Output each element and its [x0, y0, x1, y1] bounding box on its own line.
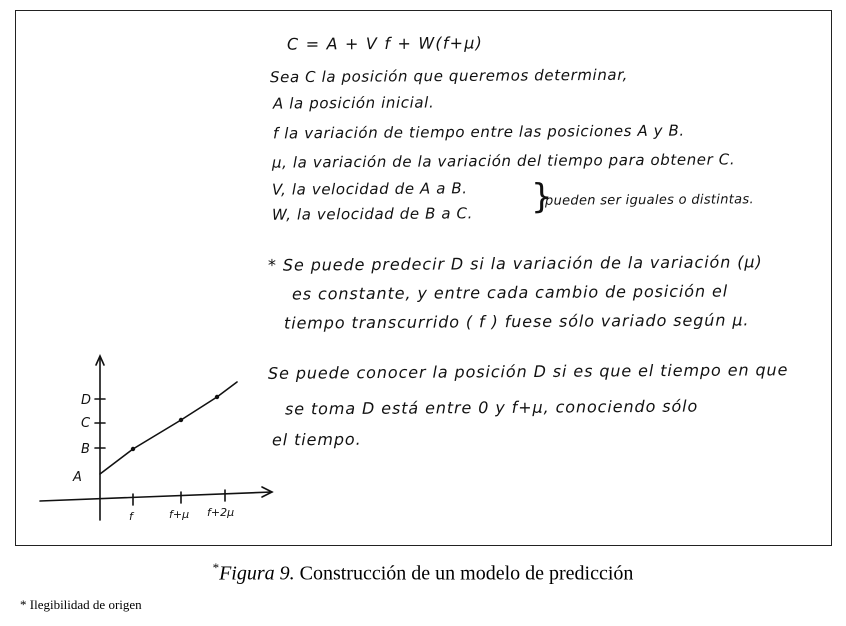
text-line-4: μ, la variación de la variación del tiempo para obtener C. [271, 150, 736, 172]
y-label-a: A [73, 470, 82, 485]
brace: } [531, 177, 553, 217]
star-line-3: tiempo transcurrido ( f ) fuese sólo variado según μ. [283, 310, 750, 333]
brace-note: pueden ser iguales o distintas. [544, 192, 754, 209]
text-line-2: A la posición inicial. [272, 93, 435, 113]
text-line-6: W, la velocidad de B a C. [271, 204, 473, 224]
point-b [131, 447, 135, 451]
text-line-3: f la variación de tiempo entre las posiciones A y B. [272, 121, 685, 143]
text-line-1: Sea C la posición que queremos determinar, [269, 65, 629, 87]
x-label-f-mu: f+μ [169, 508, 190, 521]
known-line-1: Se puede conocer la posición D si es que el tiempo en que [267, 360, 789, 383]
known-line-3: el tiempo. [271, 429, 362, 450]
point-c [179, 418, 183, 422]
formula: C = A + V f + W(f+μ) [286, 33, 484, 54]
x-axis [40, 492, 272, 501]
y-label-d: D [81, 393, 92, 408]
y-label-b: B [81, 442, 90, 457]
star-line-2: es constante, y entre cada cambio de posición el [291, 281, 729, 304]
y-label-c: C [81, 416, 91, 431]
known-line-2: se toma D está entre 0 y f+μ, conociendo sólo [284, 396, 699, 419]
star-line-1: * Se puede predecir D si la variación de la variación (μ) [267, 252, 763, 275]
figure-label: Figura 9. [219, 562, 295, 585]
x-label-f: f [129, 510, 133, 523]
footnote: * Ilegibilidad de origen [20, 597, 142, 612]
caption-marker: * [212, 560, 220, 575]
point-d [215, 395, 219, 399]
figure-title: Construcción de un modelo de predicción [299, 562, 634, 585]
text-line-5: V, la velocidad de A a B. [271, 179, 468, 199]
x-label-f-2mu: f+2μ [207, 506, 235, 519]
figure-caption [0, 560, 846, 586]
